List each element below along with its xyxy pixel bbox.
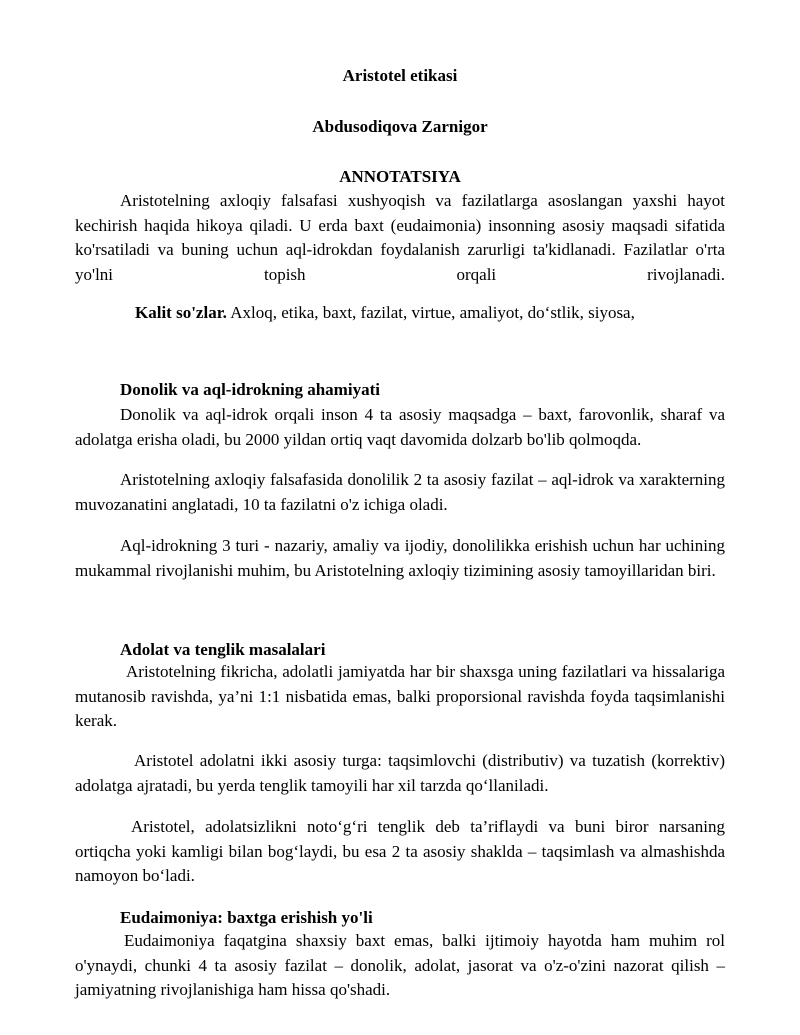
- section-paragraph: Aristotelning axloqiy falsafasida donolilik 2 ta asosiy fazilat – aql-idrok va xarakterning muvozanatini anglatadi, 10 ta fazilatni o'z ichiga oladi.: [75, 470, 725, 514]
- keywords-label: Kalit so'zlar.: [135, 303, 227, 322]
- section-paragraph: Aristotelning fikricha, adolatli jamiyatda har bir shaxsga uning fazilatlari va hissalariga mutanosib ravishda, ya’ni 1:1 nisbatida emas, balki proporsional ravishda foyda taqsimlanishi kerak.: [75, 662, 725, 730]
- section-paragraph: Aristotel adolatni ikki asosiy turga: taqsimlovchi (distributiv) va tuzatish (korrektiv) adolatga ajratadi, bu yerda tenglik tamoyili har xil tarzda qo‘llaniladi.: [75, 751, 725, 795]
- keywords-text: Axloq, etika, baxt, fazilat, virtue, amaliyot, do‘stlik, siyosa,: [226, 303, 635, 322]
- section-paragraph: Aristotel, adolatsizlikni noto‘g‘ri tenglik deb ta’riflaydi va buni biror narsaning ortiqcha yoki kamligi bilan bog‘laydi, bu esa 2 ta asosiy shaklda – taqsimlash va almashishda namoyon bo‘ladi.: [75, 817, 725, 885]
- keywords-line: [135, 303, 635, 323]
- annotation-paragraph: Aristotelning axloqiy falsafasi xushyoqish va fazilatlarga asoslangan yaxshi hayot kechirish haqida hikoya qiladi. U erda baxt (eudaimonia) insonning asosiy maqsadi sifatida ko'rsatiladi va buning uchun aql-idrokdan foydalanish zarurligi ta'kidlanadi. Fazilatlar o'rta yo'lni topish orqali rivojlanadi.: [75, 191, 725, 284]
- section-heading: Adolat va tenglik masalalari: [120, 640, 326, 659]
- annotation-heading: ANNOTATSIYA: [339, 167, 461, 186]
- author-name: Abdusodiqova Zarnigor: [312, 117, 488, 136]
- section-paragraph: Donolik va aql-idrok orqali inson 4 ta asosiy maqsadga – baxt, farovonlik, sharaf va adolatga erisha oladi, bu 2000 yildan ortiq vaqt davomida dolzarb bo'lib qolmoqda.: [75, 405, 725, 449]
- section-heading: Eudaimoniya: baxtga erishish yo'li: [120, 908, 373, 927]
- section-heading: Donolik va aql-idrokning ahamiyati: [120, 380, 380, 399]
- document-title: Aristotel etikasi: [342, 66, 458, 85]
- section-paragraph: Eudaimoniya faqatgina shaxsiy baxt emas, balki ijtimoiy hayotda ham muhim rol o'ynaydi, chunki 4 ta asosiy fazilat – donolik, adolat, jasorat va o'z-o'zini nazorat qilish – jamiyatning rivojlanishiga ham hissa qo'shadi.: [75, 931, 725, 999]
- section-paragraph: Aql-idrokning 3 turi - nazariy, amaliy va ijodiy, donolilikka erishish uchun har uchining mukammal rivojlanishi muhim, bu Aristotelning axloqiy tizimining asosiy tamoyillaridan biri.: [75, 536, 725, 580]
